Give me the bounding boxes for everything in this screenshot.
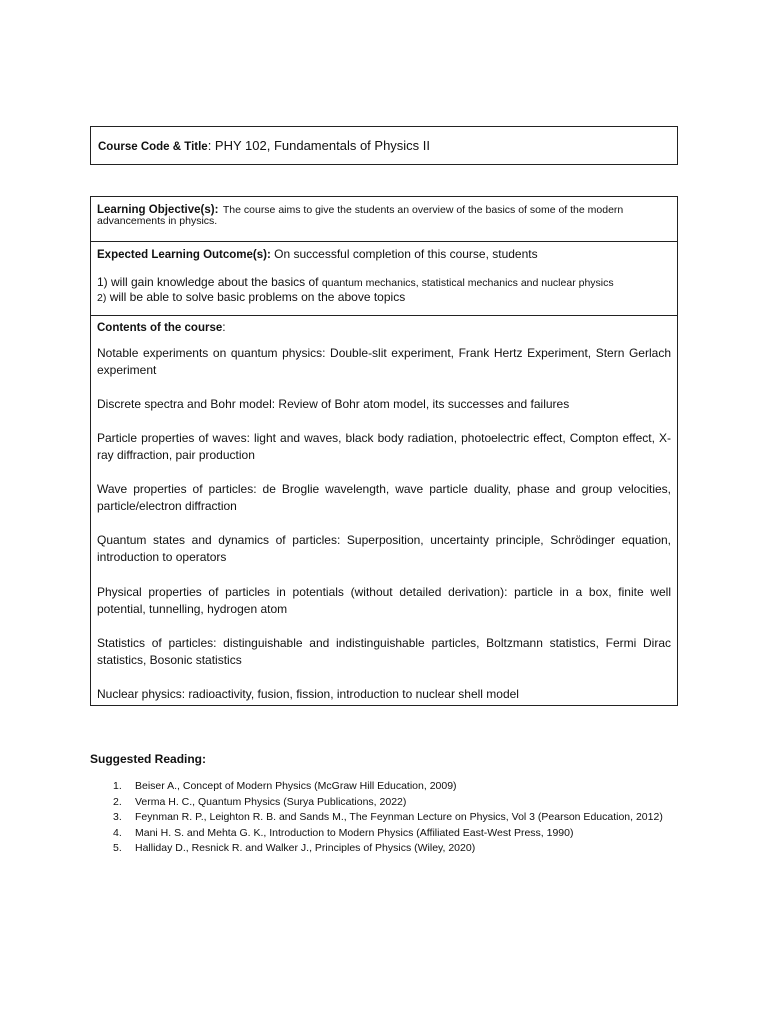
course-title-value: : PHY 102, Fundamentals of Physics II xyxy=(207,138,431,153)
course-title-label: Course Code & Title xyxy=(98,141,208,153)
content-topic: Wave properties of particles: de Broglie wavelength, wave particle duality, phase and group velocities, particle/electron diffraction xyxy=(97,482,671,513)
content-topic: Notable experiments on quantum physics: Double-slit experiment, Frank Hertz Experiment, Stern Gerlach experiment xyxy=(97,346,671,377)
outcome-item-2: 2) will be able to solve basic problems on the above topics xyxy=(97,290,406,304)
reading-item: 1. Beiser A., Concept of Modern Physics (McGraw Hill Education, 2009) xyxy=(113,780,457,792)
reading-item: 2. Verma H. C., Quantum Physics (Surya Publications, 2022) xyxy=(113,795,407,808)
reading-item: 3. Feynman R. P., Leighton R. B. and Sands M., The Feynman Lecture on Physics, Vol 3 (Pearson Education, 2012) xyxy=(113,811,663,823)
course-contents-label: Contents of the course xyxy=(97,322,223,334)
learning-outcomes-label: Expected Learning Outcome(s): xyxy=(97,249,271,261)
suggested-reading-list xyxy=(90,779,680,857)
content-topic: Quantum states and dynamics of particles: Superposition, uncertainty principle, Schrödinger equation, introduction to operators xyxy=(97,533,671,564)
course-title-box xyxy=(90,126,678,165)
reading-item: 5. Halliday D., Resnick R. and Walker J., Principles of Physics (Wiley, 2020) xyxy=(113,842,476,854)
content-topic: Particle properties of waves: light and waves, black body radiation, photoelectric effect, Compton effect, X-ray diffraction, pair production xyxy=(97,431,671,462)
outcome-item-1: 1) will gain knowledge about the basics of quantum mechanics, statistical mechanics and nuclear physics xyxy=(97,275,614,289)
course-title xyxy=(98,138,430,153)
course-contents-section: Contents of the course: Notable experiments on quantum physics: Double-slit experiment, Frank Hertz Experiment, Stern Gerlach experiment Discrete spectra and Bohr model: Review of Bohr atom model, its successes and failures Particle properties of waves: light and waves, black body radiation, photoelectric effect, Compton effect, X-ray diffraction, pair production Wave properties of particles: de Broglie wavelength, wave particle duality, phase and group velocities, particle/electron diffraction Quantum states and dynamics of particles: Superposition, uncertainty principle, Schrödinger equation, introduction to operators Physical properties of particles in potentials (without detailed derivation): particle in a box, finite well potential, tunnelling, hydrogen atom Statistics of particles: distinguishable and indistinguishable particles, Boltzmann statistics, Fermi Dirac statistics, Bosonic statistics Nuclear physics: radioactivity, fusion, fission, introduction to nuclear shell model xyxy=(91,315,677,705)
learning-objective-text-1: The course aims to give the students an overview of the basics of some of the modern xyxy=(222,204,624,216)
content-topic: Physical properties of particles in potentials (without detailed derivation): particle in a box, finite well potential, tunnelling, hydrogen atom xyxy=(97,585,671,616)
content-topic: Nuclear physics: radioactivity, fusion, fission, introduction to nuclear shell model xyxy=(97,687,519,701)
reading-item: 4. Mani H. S. and Mehta G. K., Introduction to Modern Physics (Affiliated East-West Press, 1990) xyxy=(113,826,574,839)
content-topic: Discrete spectra and Bohr model: Review of Bohr atom model, its successes and failures xyxy=(97,397,570,411)
suggested-reading-heading: Suggested Reading: xyxy=(90,752,207,766)
learning-outcomes-section xyxy=(91,241,677,316)
content-topic: Statistics of particles: distinguishable and indistinguishable particles, Boltzmann statistics, Fermi Dirac statistics, Bosonic statistics xyxy=(97,636,671,667)
learning-objective-section xyxy=(91,197,677,241)
course-details-table xyxy=(90,196,678,706)
learning-objective-label: Learning Objective(s): xyxy=(97,204,219,216)
learning-objective-text-2: advancements in physics. xyxy=(97,215,218,227)
learning-outcomes-intro: On successful completion of this course, students xyxy=(274,247,538,261)
